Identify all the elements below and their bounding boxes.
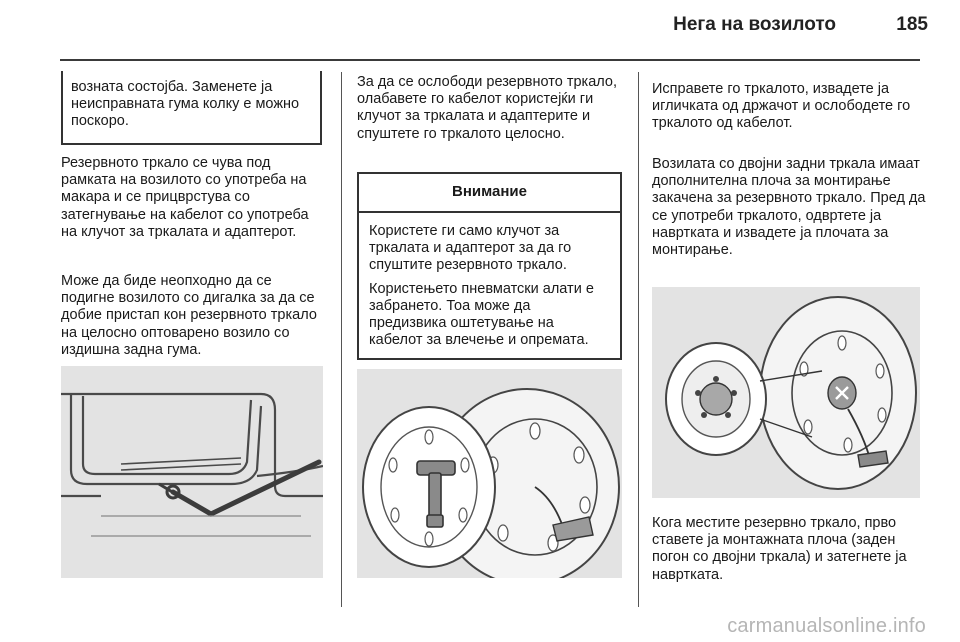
right-paragraph-3: Кога местите резервно тркало, прво ставете ја монтажната плоча (заден погон со двојни тркала) и затегнете ја навртката. <box>652 515 907 583</box>
continued-notice-text: возната состојба. Заменете ја неисправната гума колку е можно поскоро. <box>71 79 300 130</box>
column-divider-left <box>341 72 342 607</box>
header-title: Нега на возилото <box>673 14 836 35</box>
right-paragraph-2: Возилата со двојни задни тркала имаат дополнителна плоча за монтирање закачена за резервното тркало. Пред да се употреби тркалото, одвртете ја навртката и извадете ја плочата за монтирање. <box>652 156 926 259</box>
mounting-plate-illustration <box>652 287 920 498</box>
wheel-lowering-tool-illustration <box>357 369 622 578</box>
spare-wheel-under-frame-illustration <box>61 366 323 578</box>
left-paragraph-1: Резервното тркало се чува под рамката на возилото со употреба на макара и се прицврстува со затегнување на кабелот со употреба на клучот за тркалата и адаптерот. <box>61 155 309 240</box>
continued-notice-box <box>61 71 322 145</box>
column-divider-right <box>638 72 639 607</box>
middle-paragraph-1: За да се ослободи резервното тркало, олабавете го кабелот користејќи ги клучот за тркалата и адаптерите и спуштете го тркалото целосно. <box>357 74 617 142</box>
left-paragraph-2: Може да биде неопходно да се подигне возилото со дигалка за да се добие пристап кон резервното тркало на целосно оптоварено возило со издишна задна гума. <box>61 273 317 358</box>
warning-text-2: Користењето пневматски алати е забрането. Тоа може да предизвика оштетување на кабелот за влечење и опремата. <box>369 280 594 349</box>
header-rule <box>60 59 920 61</box>
watermark: carmanualsonline.info <box>727 615 926 637</box>
warning-box <box>357 172 622 360</box>
page-number: 185 <box>896 14 928 35</box>
right-paragraph-1: Исправете го тркалото, извадете ја игличката од држачот и ослободете го тркалото од кабелот. <box>652 81 911 132</box>
warning-title: Внимание <box>359 174 620 213</box>
warning-text-1: Користете ги само клучот за тркалата и адаптерот за да го спуштите резервното тркало. <box>369 223 572 274</box>
